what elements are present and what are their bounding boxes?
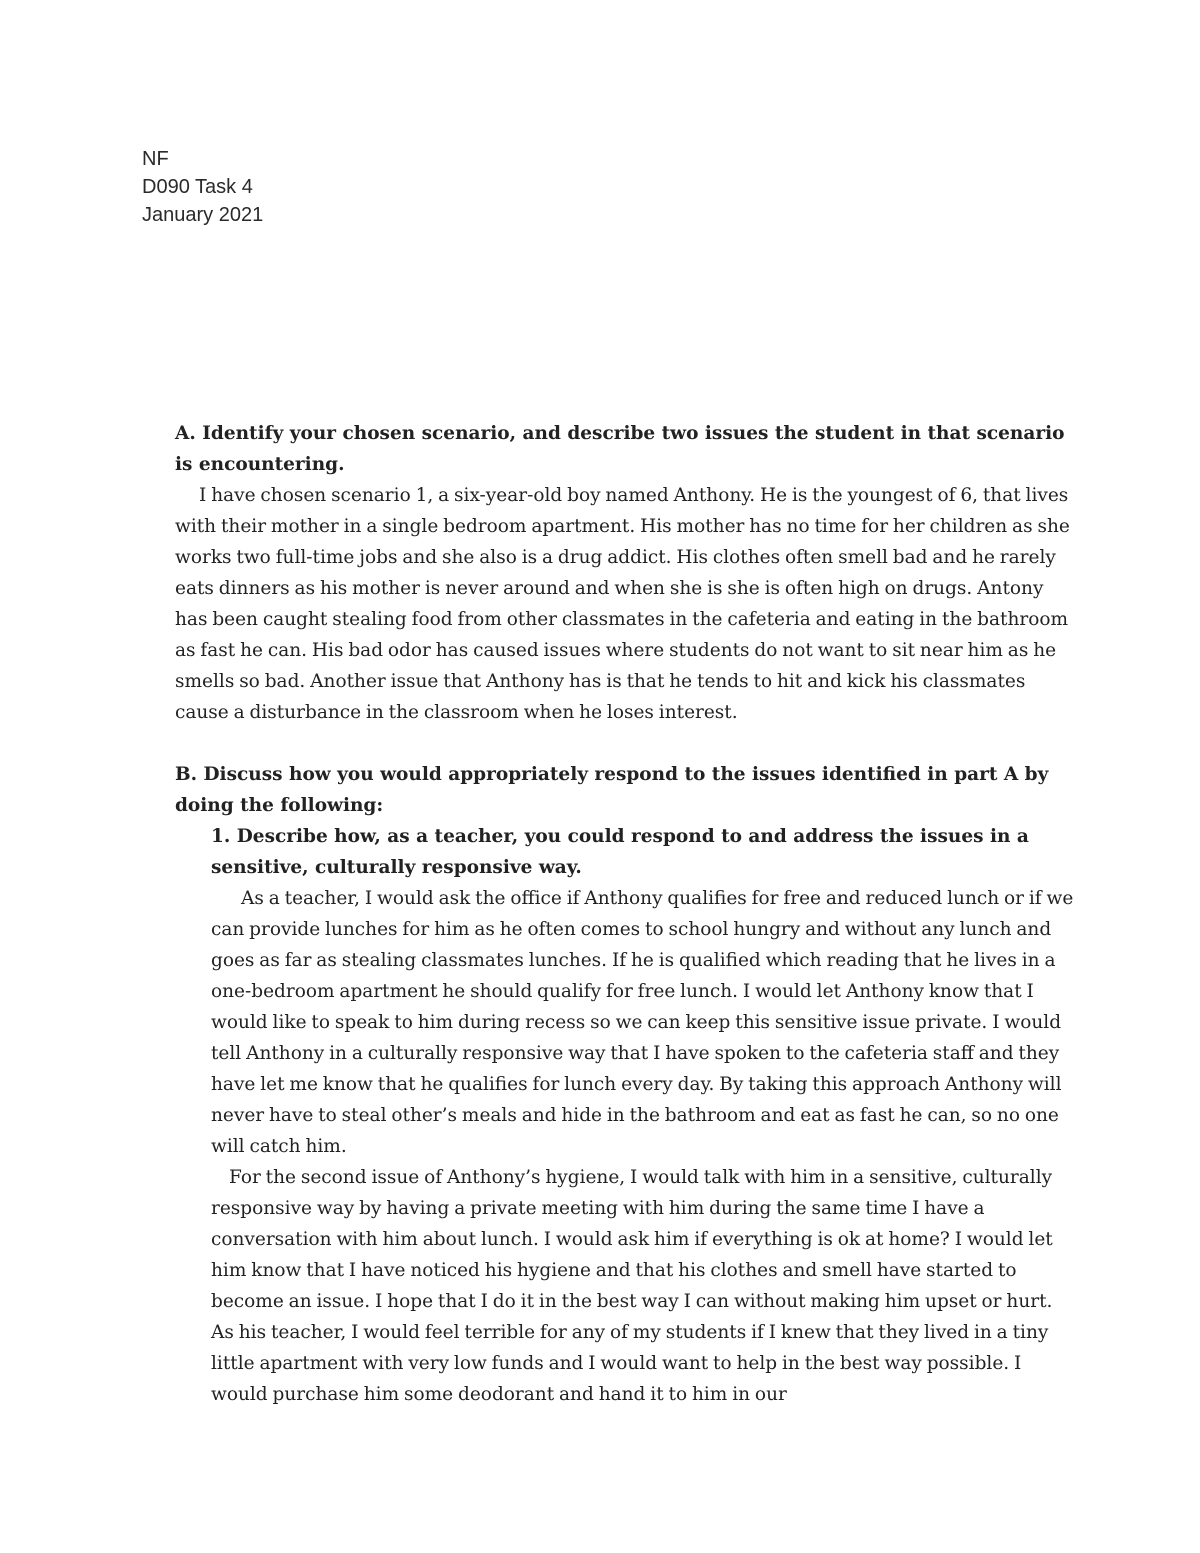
section-a-paragraph: I have chosen scenario 1, a six-year-old boy named Anthony. He is the youngest of 6, that lives with their mother in a single bedroom apartment. His mother has no time for her children as she works two full-time jobs and she also is a drug addict. His clothes often smell bad and he rarely eats dinners as his mother is never around and when she is she is often high on drugs. Antony has been caught stealing food from other classmates in the cafeteria and eating in the bathroom as fast he can. His bad odor has caused issues where students do not want to sit near him as he smells so bad. Another issue that Anthony has is that he tends to hit and kick his classmates cause a disturbance in the classroom when he loses interest.	[175, 485, 1070, 723]
section-b-paragraph-2: For the second issue of Anthony’s hygiene, I would talk with him in a sensitive, culturally responsive way by having a private meeting with him during the same time I have a conversation with him about lunch. I would ask him if everything is ok at home? I would let him know that I have noticed his hygiene and that his clothes and smell have started to become an issue. I hope that I do it in the best way I can without making him upset or hurt. As his teacher, I would feel terrible for any of my students if I knew that they lived in a tiny little apartment with very low funds and I would want to help in the best way possible. I would purchase him some deodorant and hand it to him in our	[211, 1167, 1053, 1405]
document-header	[142, 145, 263, 229]
section-b-paragraph-1: As a teacher, I would ask the office if Anthony qualifies for free and reduced lunch or if we can provide lunches for him as he often comes to school hungry and without any lunch and goes as far as stealing classmates lunches. If he is qualified which reading that he lives in a one-bedroom apartment he should qualify for free lunch. I would let Anthony know that I would like to speak to him during recess so we can keep this sensitive issue private. I would tell Anthony in a culturally responsive way that I have spoken to the cafeteria staff and they have let me know that he qualifies for lunch every day. By taking this approach Anthony will never have to steal other’s meals and hide in the bathroom and eat as fast he can, so no one will catch him.	[211, 888, 1074, 1157]
author-initials: NF	[142, 148, 169, 170]
section-a-heading: A. Identify your chosen scenario, and describe two issues the student in that scenario is encountering.	[175, 423, 1065, 475]
course-task: D090 Task 4	[142, 176, 253, 198]
document-body	[175, 418, 1075, 1410]
section-spacer	[175, 728, 1075, 759]
section-b-subheading: 1. Describe how, as a teacher, you could respond to and address the issues in a sensitive, culturally responsive way.	[211, 826, 1029, 878]
section-b-heading: B. Discuss how you would appropriately respond to the issues identified in part A by doing the following:	[175, 764, 1049, 816]
section-b-item-1	[175, 821, 1075, 1410]
document-date: January 2021	[142, 204, 264, 226]
